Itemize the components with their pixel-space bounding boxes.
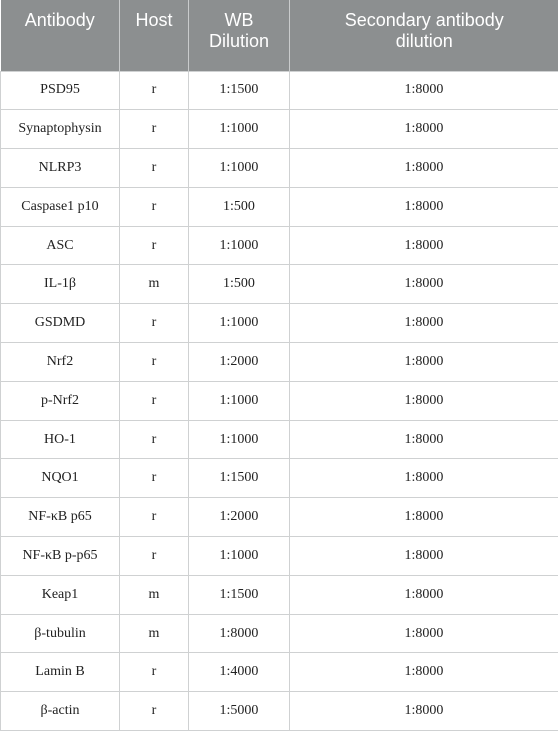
host-cell: r <box>120 537 189 576</box>
host-cell: m <box>120 575 189 614</box>
table-row <box>1 614 558 653</box>
wb-dilution-cell: 1:1000 <box>189 381 290 420</box>
wb-dilution-cell: 1:5000 <box>189 692 290 731</box>
wb-dilution-cell: 1:500 <box>189 265 290 304</box>
table-row <box>1 537 558 576</box>
table-row <box>1 459 558 498</box>
header-secondary-line2: dilution <box>396 31 453 51</box>
antibody-cell: ASC <box>1 226 120 265</box>
antibody-cell: β-actin <box>1 692 120 731</box>
antibody-cell: GSDMD <box>1 304 120 343</box>
wb-dilution-cell: 1:1000 <box>189 420 290 459</box>
table-row <box>1 420 558 459</box>
host-cell: r <box>120 187 189 226</box>
antibody-cell: Synaptophysin <box>1 110 120 149</box>
host-cell: r <box>120 381 189 420</box>
wb-dilution-cell: 1:1000 <box>189 226 290 265</box>
header-wb-dilution <box>189 0 290 71</box>
antibody-cell: NLRP3 <box>1 149 120 188</box>
header-host <box>120 0 189 71</box>
secondary-dilution-cell: 1:8000 <box>290 614 558 653</box>
secondary-dilution-cell: 1:8000 <box>290 498 558 537</box>
secondary-dilution-cell: 1:8000 <box>290 537 558 576</box>
table-header <box>1 0 558 71</box>
secondary-dilution-cell: 1:8000 <box>290 420 558 459</box>
table-row <box>1 304 558 343</box>
table-row <box>1 226 558 265</box>
secondary-dilution-cell: 1:8000 <box>290 653 558 692</box>
host-cell: r <box>120 420 189 459</box>
wb-dilution-cell: 1:4000 <box>189 653 290 692</box>
wb-dilution-cell: 1:1500 <box>189 459 290 498</box>
host-cell: r <box>120 343 189 382</box>
table-row <box>1 498 558 537</box>
host-cell: r <box>120 653 189 692</box>
wb-dilution-cell: 1:1000 <box>189 537 290 576</box>
antibody-cell: PSD95 <box>1 71 120 110</box>
header-wb-line2: Dilution <box>209 31 269 51</box>
header-wb-line1: WB <box>225 10 254 30</box>
antibody-cell: NF-κB p-p65 <box>1 537 120 576</box>
antibody-cell: Caspase1 p10 <box>1 187 120 226</box>
wb-dilution-cell: 1:1000 <box>189 149 290 188</box>
host-cell: m <box>120 265 189 304</box>
secondary-dilution-cell: 1:8000 <box>290 692 558 731</box>
table-row <box>1 343 558 382</box>
host-cell: r <box>120 71 189 110</box>
wb-dilution-cell: 1:1500 <box>189 71 290 110</box>
secondary-dilution-cell: 1:8000 <box>290 149 558 188</box>
table-row <box>1 187 558 226</box>
host-cell: r <box>120 149 189 188</box>
header-row <box>1 0 558 71</box>
host-cell: r <box>120 459 189 498</box>
secondary-dilution-cell: 1:8000 <box>290 265 558 304</box>
antibody-cell: Nrf2 <box>1 343 120 382</box>
header-host-label: Host <box>135 10 172 30</box>
secondary-dilution-cell: 1:8000 <box>290 110 558 149</box>
host-cell: r <box>120 110 189 149</box>
wb-dilution-cell: 1:500 <box>189 187 290 226</box>
table-row <box>1 265 558 304</box>
wb-dilution-cell: 1:1000 <box>189 110 290 149</box>
secondary-dilution-cell: 1:8000 <box>290 459 558 498</box>
secondary-dilution-cell: 1:8000 <box>290 381 558 420</box>
antibody-cell: β-tubulin <box>1 614 120 653</box>
host-cell: r <box>120 498 189 537</box>
table-row <box>1 692 558 731</box>
header-antibody <box>1 0 120 71</box>
secondary-dilution-cell: 1:8000 <box>290 304 558 343</box>
table-row <box>1 575 558 614</box>
table-row <box>1 110 558 149</box>
antibody-cell: HO-1 <box>1 420 120 459</box>
host-cell: r <box>120 692 189 731</box>
host-cell: r <box>120 226 189 265</box>
header-secondary-dilution <box>290 0 558 71</box>
table-row <box>1 381 558 420</box>
host-cell: r <box>120 304 189 343</box>
secondary-dilution-cell: 1:8000 <box>290 343 558 382</box>
wb-dilution-cell: 1:8000 <box>189 614 290 653</box>
antibody-cell: Keap1 <box>1 575 120 614</box>
antibody-cell: p-Nrf2 <box>1 381 120 420</box>
antibody-cell: NF-κB p65 <box>1 498 120 537</box>
host-cell: m <box>120 614 189 653</box>
table-body <box>1 71 558 731</box>
secondary-dilution-cell: 1:8000 <box>290 187 558 226</box>
table-row <box>1 71 558 110</box>
antibody-cell: IL-1β <box>1 265 120 304</box>
secondary-dilution-cell: 1:8000 <box>290 575 558 614</box>
table-row <box>1 653 558 692</box>
wb-dilution-cell: 1:2000 <box>189 498 290 537</box>
table-row <box>1 149 558 188</box>
wb-dilution-cell: 1:1000 <box>189 304 290 343</box>
antibody-cell: NQO1 <box>1 459 120 498</box>
wb-dilution-cell: 1:1500 <box>189 575 290 614</box>
wb-dilution-cell: 1:2000 <box>189 343 290 382</box>
header-antibody-label: Antibody <box>25 10 95 30</box>
secondary-dilution-cell: 1:8000 <box>290 226 558 265</box>
antibody-cell: Lamin B <box>1 653 120 692</box>
header-secondary-line1: Secondary antibody <box>345 10 504 30</box>
secondary-dilution-cell: 1:8000 <box>290 71 558 110</box>
